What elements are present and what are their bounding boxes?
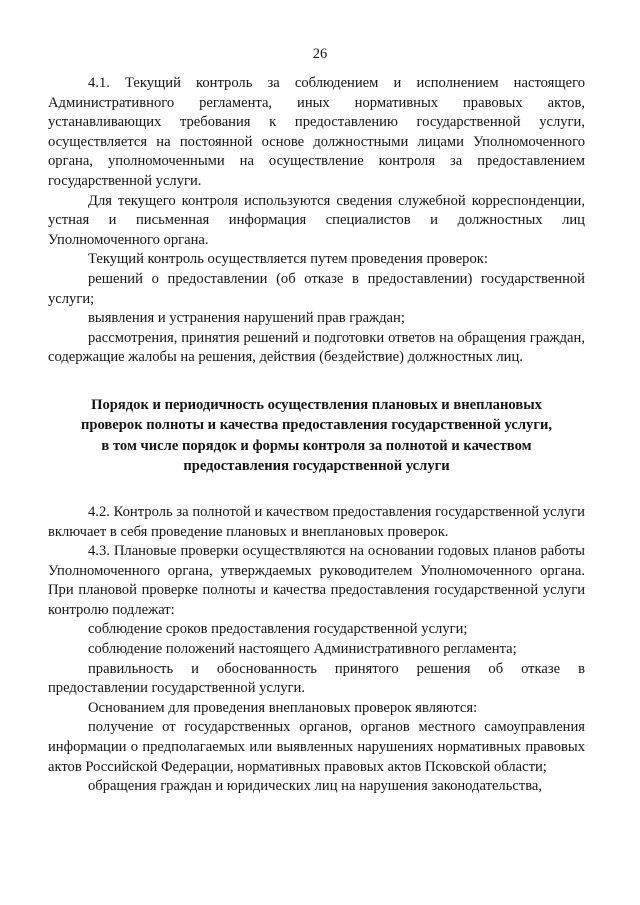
list-item-info-received: получение от государственных органов, органов местного самоуправления информации о предполагаемых или выявленных нарушениях нормативных правовых актов Российской Федерации, нормативных правовых актов Псковской области;	[48, 719, 585, 775]
page-number: 26	[312, 46, 328, 62]
list-item-citizen-appeals: обращения граждан и юридических лиц на нарушения законодательства,	[88, 778, 543, 795]
heading-line: проверок полноты и качества предоставления государственной услуги,	[80, 417, 553, 434]
list-item-appeals: рассмотрения, принятия решений и подготовки ответов на обращения граждан, содержащие жалобы на решения, действия (бездействие) должностных лиц.	[48, 329, 585, 366]
paragraph-control-sources: Для текущего контроля используются сведения служебной корреспонденции, устная и письменная информация специалистов и должностных лиц Уполномоченного органа.	[48, 192, 585, 248]
list-item-regulation: соблюдение положений настоящего Административного регламента;	[88, 641, 517, 658]
paragraph-4-1: 4.1. Текущий контроль за соблюдением и исполнением настоящего Административного регламента, иных нормативных правовых актов, устанавливающих требования к предоставлению государственной услуги, осуществляется на постоянной основе должностными лицами Уполномоченного органа, уполномоченными на осуществление контроля за предоставлением государственной услуги.	[48, 75, 585, 189]
heading-line: предоставления государственной услуги	[183, 458, 450, 475]
section-heading	[48, 395, 585, 477]
list-item-refusal: правильность и обоснованность принятого решения об отказе в предоставлении государственной услуги.	[48, 660, 585, 697]
list-item-deadlines: соблюдение сроков предоставления государственной услуги;	[88, 621, 468, 638]
list-item-violations: выявления и устранения нарушений прав граждан;	[88, 310, 405, 327]
paragraph-4-2: 4.2. Контроль за полнотой и качеством предоставления государственной услуги включает в себя проведение плановых и внеплановых проверок.	[48, 503, 585, 540]
heading-line: Порядок и периодичность осуществления плановых и внеплановых	[91, 396, 542, 413]
heading-line: в том числе порядок и формы контроля за полнотой и качеством	[101, 437, 532, 454]
paragraph-checks-intro: Текущий контроль осуществляется путем проведения проверок:	[88, 251, 488, 268]
paragraph-unplanned-grounds: Основанием для проведения внеплановых проверок являются:	[88, 699, 478, 716]
paragraph-4-3: 4.3. Плановые проверки осуществляются на основании годовых планов работы Уполномоченного органа, утверждаемых руководителем Уполномоченного органа. При плановой проверке полноты и качества предоставления государственной услуги контролю подлежат:	[48, 543, 585, 618]
page-content	[48, 74, 585, 797]
list-item-decisions: решений о предоставлении (об отказе в предоставлении) государственной услуги;	[48, 270, 585, 307]
